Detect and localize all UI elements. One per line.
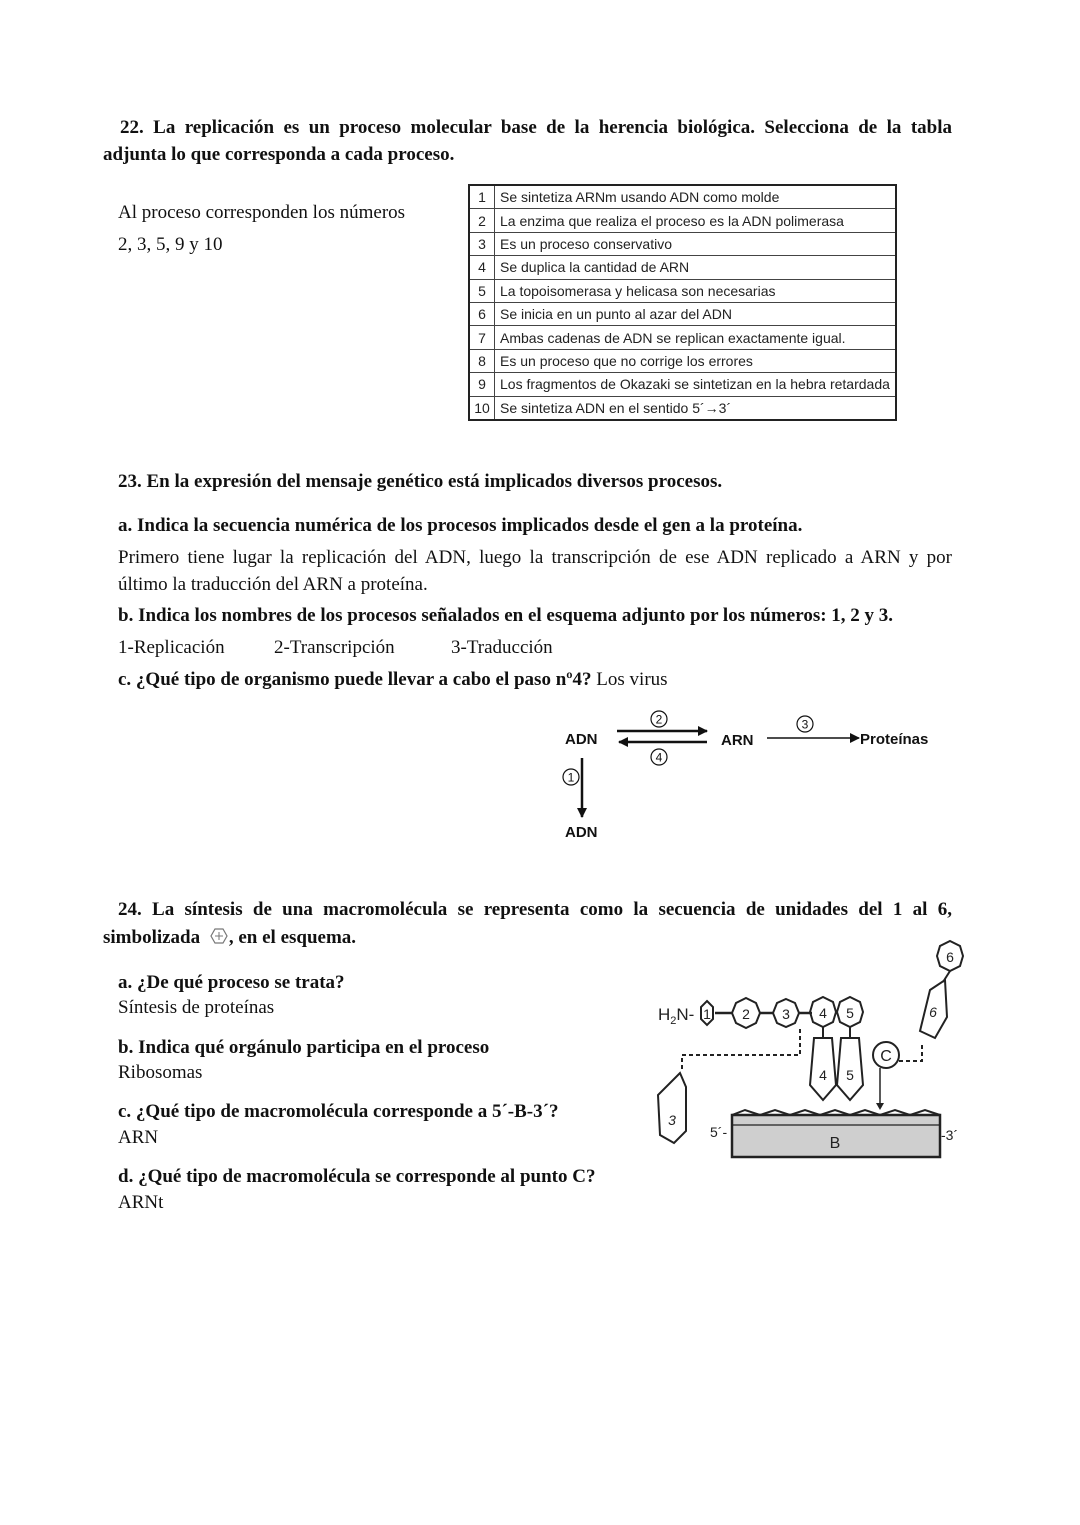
point-c-label: C (880, 1048, 892, 1065)
label-proteinas: Proteínas (860, 731, 929, 748)
b-label: B (829, 1135, 841, 1152)
unit-5-label: 5 (846, 1005, 854, 1021)
q23-a-question: a. Indica la secuencia numérica de los procesos implicados desde el gen a la proteína. (118, 515, 803, 536)
step-4-circle (651, 749, 667, 765)
gene-expression-diagram (555, 700, 955, 850)
unit-3-label: 3 (782, 1006, 790, 1022)
q23-b-answer-2: 2-Transcripción (274, 637, 395, 658)
q24-title-line2 (103, 925, 356, 951)
q23-b-answer-3: 3-Traducción (451, 637, 553, 658)
q24-title-line2-a: simbolizada (103, 927, 201, 948)
five-prime-label: 5´- (710, 1124, 728, 1140)
q24-a-question: a. ¿De qué proceso se trata? (118, 972, 345, 993)
q23-c-answer: Los virus (596, 669, 668, 690)
table-row (469, 232, 896, 255)
process-table (468, 184, 897, 421)
table-row-number: 6 (469, 302, 495, 325)
unit-2-label: 2 (742, 1006, 750, 1022)
h2n-label: $H_2N-$ (658, 1005, 695, 1027)
q22-answer-line2: 2, 3, 5, 9 y 10 (118, 234, 223, 255)
table-row (469, 396, 896, 420)
step-2-label: 2 (655, 712, 663, 727)
q22-title-line2: adjunta lo que corresponda a cada proceso. (103, 144, 455, 165)
q23-a-answer-line2: último la traducción del ARN a proteína. (118, 574, 428, 595)
table-row-number: 2 (469, 209, 495, 232)
trna-6 (920, 971, 950, 1038)
table-row-number: 8 (469, 349, 495, 372)
q24-c-answer: ARN (118, 1127, 159, 1148)
table-row (469, 209, 896, 232)
table-row (469, 373, 896, 396)
q23-a-answer-line1: Primero tiene lugar la replicación del ADN, luego la transcripción de ese ADN replicado a ARN y por (118, 547, 952, 568)
amino-acid-3 (773, 999, 799, 1027)
table-row-text: Los fragmentos de Okazaki se sintetizan en la hebra retardada (495, 373, 896, 396)
table-row-text: Se inicia en un punto al azar del ADN (495, 302, 896, 325)
step-3-circle (797, 716, 813, 732)
q24-a-answer: Síntesis de proteínas (118, 997, 275, 1018)
mrna-strand-b (732, 1110, 940, 1157)
table-row-text: Es un proceso conservativo (495, 232, 896, 255)
trna-4-label: 4 (819, 1067, 827, 1083)
trna-3-label: 3 (668, 1112, 676, 1128)
three-prime-label: -3´ (941, 1127, 959, 1143)
protein-synthesis-diagram (650, 935, 970, 1165)
table-row-number: 4 (469, 256, 495, 279)
step-4-label: 4 (655, 750, 663, 765)
q24-d-answer: ARNt (118, 1192, 164, 1213)
step-1-label: 1 (567, 770, 575, 785)
q24-d-question: d. ¿Qué tipo de macromolécula se corresponde al punto C? (118, 1166, 596, 1187)
amino-acid-1 (701, 1001, 713, 1025)
q23-title: 23. En la expresión del mensaje genético está implicados diversos procesos. (118, 471, 723, 492)
unit-symbol-icon (209, 927, 229, 945)
unit-4-label: 4 (819, 1005, 827, 1021)
table-row (469, 279, 896, 302)
step-1-circle (563, 769, 579, 785)
label-adn-top: ADN (565, 731, 598, 748)
amino-acid-6 (937, 941, 963, 971)
trna-4 (810, 1027, 836, 1100)
trna-5 (837, 1027, 863, 1100)
q24-title-line2-b: , en el esquema. (228, 927, 357, 948)
table-row (469, 349, 896, 372)
table-row-text: Se sintetiza ARNm usando ADN como molde (495, 185, 896, 209)
table-row-number: 5 (469, 279, 495, 302)
label-adn-bottom: ADN (565, 824, 598, 841)
q23-c-line (118, 667, 668, 693)
label-arn: ARN (721, 732, 754, 749)
step-2-circle (651, 711, 667, 727)
amino-acid-2 (732, 998, 760, 1028)
table-row-number: 9 (469, 373, 495, 396)
unit-1-label: 1 (703, 1006, 711, 1022)
table-row-number: 7 (469, 326, 495, 349)
point-c (873, 1042, 899, 1110)
table-row-text: Ambas cadenas de ADN se replican exactamente igual. (495, 326, 896, 349)
q22-title-line1: 22. La replicación es un proceso molecular base de la herencia biológica. Selecciona de la tabla (120, 117, 952, 138)
table-row-text: Es un proceso que no corrige los errores (495, 349, 896, 372)
q24-c-question: c. ¿Qué tipo de macromolécula corresponde a 5´-B-3´? (118, 1101, 559, 1122)
q23-c-question: c. ¿Qué tipo de organismo puede llevar a cabo el paso nº4? (118, 669, 592, 690)
unit-6-label: 6 (946, 949, 954, 965)
step-3-label: 3 (801, 717, 809, 732)
q23-b-question: b. Indica los nombres de los procesos señalados en el esquema adjunto por los números: 1, 2 y 3. (118, 605, 894, 626)
q24-title-line1: 24. La síntesis de una macromolécula se representa como la secuencia de unidades del 1 al 6, (118, 899, 952, 920)
table-row-number: 3 (469, 232, 495, 255)
table-row (469, 185, 896, 209)
table-row-text: La enzima que realiza el proceso es la ADN polimerasa (495, 209, 896, 232)
q23-b-answer-1: 1-Replicación (118, 637, 225, 658)
trna-6-label: 6 (929, 1004, 937, 1020)
table-row-text: Se duplica la cantidad de ARN (495, 256, 896, 279)
amino-acid-5 (837, 997, 863, 1027)
table-row-text: La topoisomerasa y helicasa son necesarias (495, 279, 896, 302)
table-row-number: 10 (469, 396, 495, 420)
table-row (469, 256, 896, 279)
trna-5-label: 5 (846, 1067, 854, 1083)
amino-acid-4 (810, 997, 836, 1027)
q22-answer-line1: Al proceso corresponden los números (118, 202, 406, 223)
q24-b-answer: Ribosomas (118, 1062, 203, 1083)
table-row (469, 326, 896, 349)
q24-b-question: b. Indica qué orgánulo participa en el proceso (118, 1037, 490, 1058)
table-row-number: 1 (469, 185, 495, 209)
trna-3 (658, 1073, 686, 1143)
table-row-text: Se sintetiza ADN en el sentido 5´→3´ (495, 396, 896, 420)
table-row (469, 302, 896, 325)
